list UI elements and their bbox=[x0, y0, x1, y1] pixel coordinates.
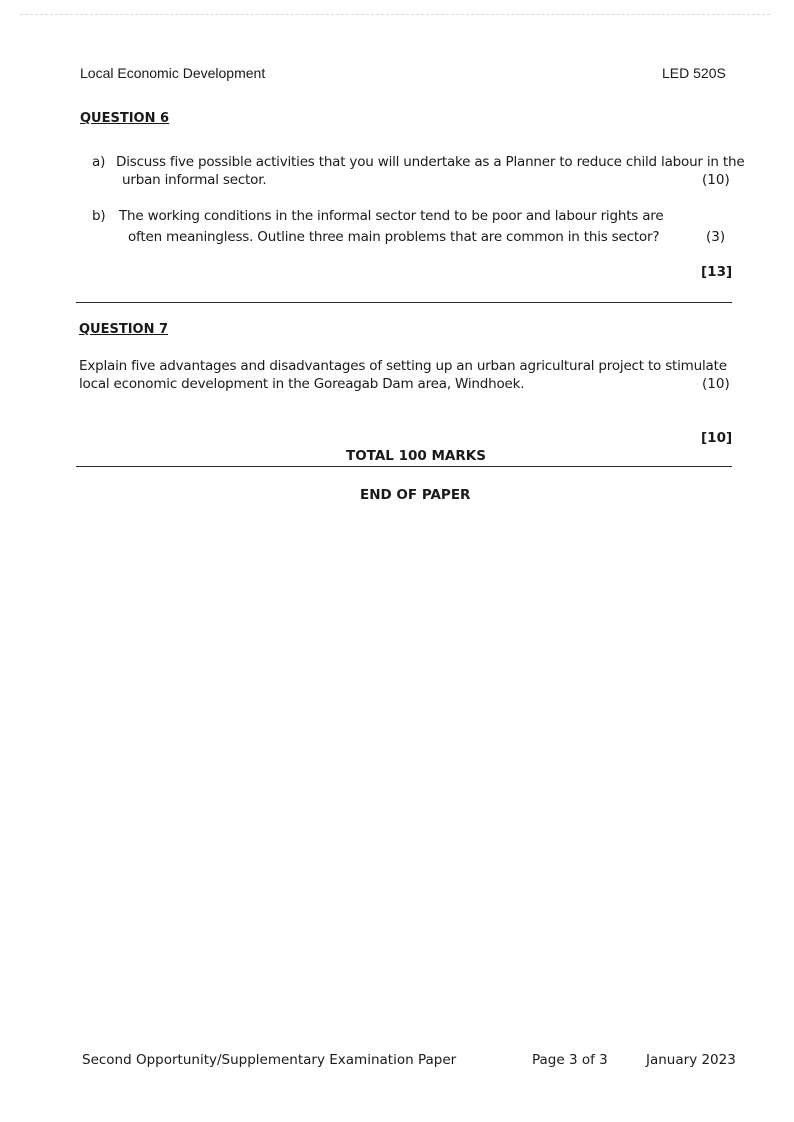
question-7-total: [10] bbox=[701, 430, 733, 446]
question-6b-label: b) bbox=[92, 208, 106, 224]
question-6a-text-line1: Discuss five possible activities that you will undertake as a Planner to reduce child labour in the bbox=[116, 154, 745, 170]
question-7-marks: (10) bbox=[702, 376, 730, 392]
question-6a-label: a) bbox=[92, 154, 106, 170]
footer-paper-type: Second Opportunity/Supplementary Examination Paper bbox=[82, 1052, 457, 1068]
question-6a-marks: (10) bbox=[702, 172, 730, 188]
question-6-title: QUESTION 6 bbox=[80, 111, 170, 126]
question-7-title: QUESTION 7 bbox=[79, 322, 169, 337]
footer-date: January 2023 bbox=[646, 1052, 736, 1068]
course-name: Local Economic Development bbox=[80, 65, 266, 81]
question-6a-text-line2: urban informal sector. bbox=[122, 172, 267, 188]
section-divider-bottom bbox=[76, 466, 732, 467]
question-7-text-line1: Explain five advantages and disadvantages of setting up an urban agricultural project to stimulate bbox=[79, 358, 727, 374]
question-6b-text-line1: The working conditions in the informal sector tend to be poor and labour rights are bbox=[119, 208, 664, 224]
question-6b-text-line2: often meaningless. Outline three main problems that are common in this sector? bbox=[128, 229, 660, 245]
section-divider bbox=[76, 302, 732, 303]
question-7-text-line2: local economic development in the Goreagab Dam area, Windhoek. bbox=[79, 376, 525, 392]
end-of-paper: END OF PAPER bbox=[360, 487, 471, 503]
question-6b-marks: (3) bbox=[706, 229, 726, 245]
question-6-total: [13] bbox=[701, 264, 733, 280]
footer-page-number: Page 3 of 3 bbox=[532, 1052, 608, 1068]
scan-artifact-line bbox=[20, 14, 770, 15]
total-marks: TOTAL 100 MARKS bbox=[346, 448, 486, 464]
course-code: LED 520S bbox=[662, 65, 726, 81]
